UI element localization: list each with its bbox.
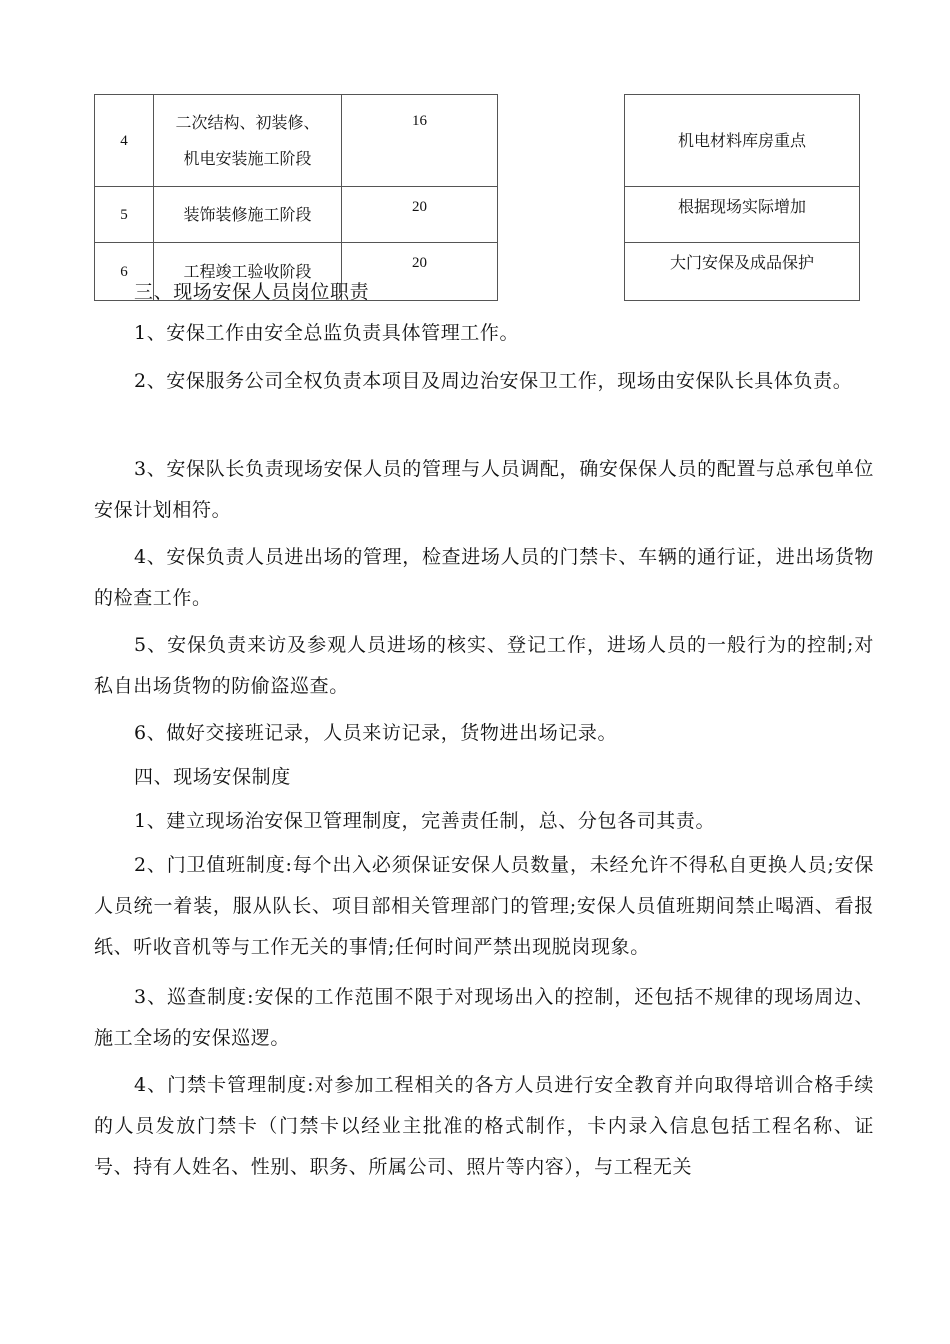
staffing-table xyxy=(94,94,860,301)
paragraph: 1、建立现场治安保卫管理制度，完善责任制，总、分包各司其责。 xyxy=(134,810,716,832)
stage-cell: 工程竣工验收阶段 xyxy=(154,243,342,301)
section-heading: 四、现场安保制度 xyxy=(134,766,291,788)
staff-count: 20 xyxy=(342,187,498,243)
table-row xyxy=(95,187,860,243)
staff-count: 16 xyxy=(342,95,498,187)
stage-cell: 装饰装修施工阶段 xyxy=(154,187,342,243)
blank-column xyxy=(498,95,625,187)
note-cell: 机电材料库房重点 xyxy=(625,95,860,187)
paragraph: 1、安保工作由安全总监负责具体管理工作。 xyxy=(134,322,520,344)
paragraph: 5、安保负责来访及参观人员进场的核实、登记工作，进场人员的一般行为的控制;对私自出场货物的防偷盗巡查。 xyxy=(94,634,874,697)
stage-line: 机电安装施工阶段 xyxy=(183,148,312,168)
paragraph: 2、安保服务公司全权负责本项目及周边治安保卫工作，现场由安保队长具体负责。 xyxy=(134,370,853,392)
stage-cell xyxy=(154,95,342,187)
staff-count: 20 xyxy=(342,243,498,301)
table-row xyxy=(95,95,860,187)
paragraph: 2、门卫值班制度:每个出入必须保证安保人员数量，未经允许不得私自更换人员;安保人员统一着装，服从队长、项目部相关管理部门的管理;安保人员值班期间禁止喝酒、看报纸、听收音机等与工作无关的事情;任何时间严禁出现脱岗现象。 xyxy=(94,854,874,958)
paragraph: 4、门禁卡管理制度:对参加工程相关的各方人员进行安全教育并向取得培训合格手续的人员发放门禁卡（门禁卡以经业主批准的格式制作，卡内录入信息包括工程名称、证号、持有人姓名、性别、职务、所属公司、照片等内容），与工程无关 xyxy=(94,1074,874,1178)
row-number: 5 xyxy=(95,187,154,243)
paragraph: 3、巡查制度:安保的工作范围不限于对现场出入的控制，还包括不规律的现场周边、施工全场的安保巡逻。 xyxy=(94,986,874,1049)
row-number: 4 xyxy=(95,95,154,187)
paragraph: 4、安保负责人员进出场的管理，检查进场人员的门禁卡、车辆的通行证，进出场货物的检查工作。 xyxy=(94,546,874,609)
paragraph: 6、做好交接班记录，人员来访记录，货物进出场记录。 xyxy=(134,722,618,744)
section-heading: 三、现场安保人员岗位职责 xyxy=(134,281,370,303)
note-cell: 根据现场实际增加 xyxy=(625,187,860,243)
row-number: 6 xyxy=(95,243,154,301)
stage-line: 二次结构、初装修、 xyxy=(175,112,320,132)
blank-column xyxy=(498,187,625,243)
paragraph: 3、安保队长负责现场安保人员的管理与人员调配，确安保保人员的配置与总承包单位安保计划相符。 xyxy=(94,458,874,521)
note-cell: 大门安保及成品保护 xyxy=(625,243,860,301)
